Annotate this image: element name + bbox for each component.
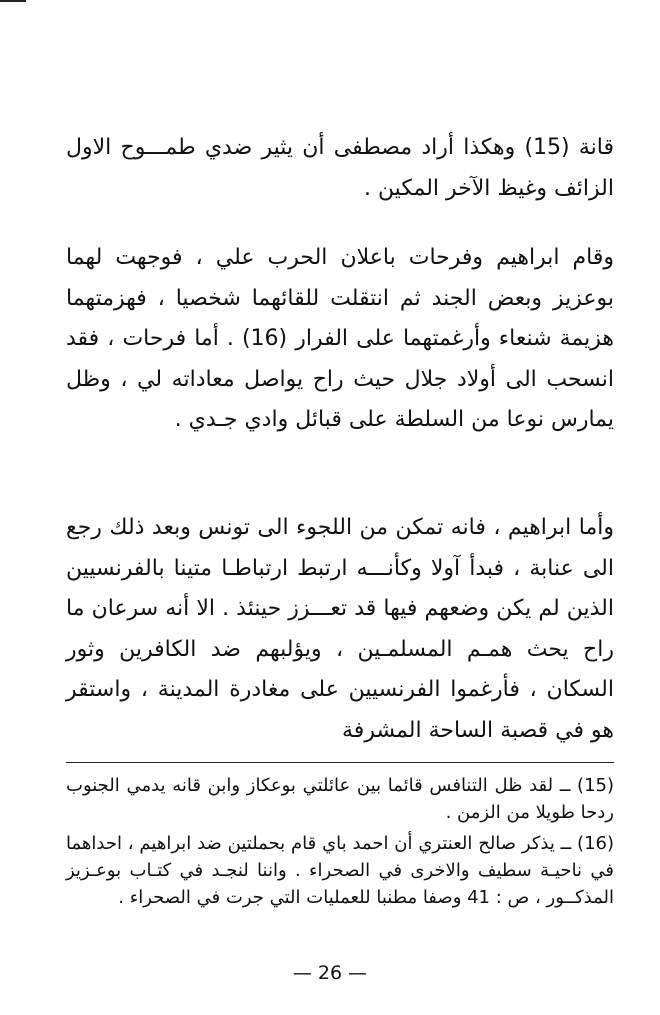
footnote-16: (16) ــ يذكر صالح العنتري أن احمد باي قام بحملتين ضد ابراهيم ، احداهما في ناحيـة سطيف والاخرى في الصحراء . واننا لنجـد في كتـاب بوعـزيز المذكــور ، ص : 41 وصفا مطنبا للعمليات التي جرت في الصحراء . <box>66 833 614 908</box>
footnote-separator <box>66 762 614 763</box>
page-body <box>66 0 614 1015</box>
footnote-15: (15) ــ لقد ظل التنافس قائما بين عائلتي بوعكاز وابن قانه يدمي الجنوب ردحا طويلا من الزمن . <box>66 775 614 823</box>
paragraph-2: وقام ابراهيم وفرحات باعلان الحرب علي ، فوجهت لهما بوعزيز وبعض الجند ثم انتقلت للقائهما شخصيا ، فهزمتهما هزيمة شنعاء وأرغمتهما على الفرار (16) . أما فرحات ، فقد انسحب الى أولاد جلال حيث راح يواصل معاداته لي ، وظل يمارس نوعا من السلطة على قبائل وادي جـدي . <box>66 245 614 432</box>
page-number: — 26 — <box>292 962 368 984</box>
paragraph-1: قانة (15) وهكذا أراد مصطفى أن يثير ضدي طمـــوح الاول الزائف وغيظ الآخر المكين . <box>66 135 614 201</box>
paragraph-3: وأما ابراهيم ، فانه تمكن من اللجوء الى تونس وبعد ذلك رجع الى عنابة ، فبدأ آولا وكأنـــه ارتبط ارتباطـا متينا بالفرنسيين الذين لم يكن وضعهم فيها قد تعـــزز حينئذ . الا أنه سرعان ما راح يحث همـم المسلمـين ، ويؤلبهم ضد الكافرين وثور السكان ، فأرغموا الفرنسيين على مغادرة المدينة ، واستقر هو في قصبة الساحة المشرفة <box>66 515 614 743</box>
page-corner-mark <box>0 0 26 16</box>
